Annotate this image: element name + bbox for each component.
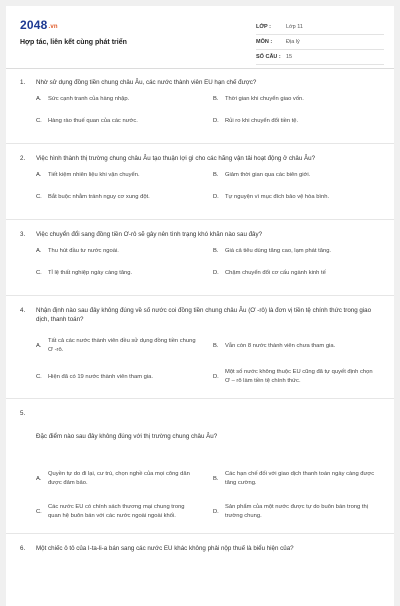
meta-row-count bbox=[256, 50, 384, 65]
document-title: Hợp tác, liên kết cùng phát triển bbox=[20, 39, 127, 46]
meta-key: SỐ CÂU : bbox=[256, 54, 281, 60]
logo-main: 2048 bbox=[20, 18, 48, 32]
option-a[interactable] bbox=[36, 332, 203, 360]
option-letter: C. bbox=[36, 194, 42, 200]
question-number: 6. bbox=[20, 545, 26, 552]
question-2 bbox=[6, 144, 394, 220]
option-text: Hàng rào thuế quan của các nước. bbox=[48, 118, 138, 124]
option-letter: A. bbox=[36, 342, 42, 349]
option-letter: A. bbox=[36, 475, 42, 482]
meta-table bbox=[256, 20, 384, 65]
worksheet-header bbox=[6, 6, 394, 69]
option-text: Vẫn còn 8 nước thành viên chưa tham gia. bbox=[225, 342, 336, 349]
option-b[interactable] bbox=[213, 95, 380, 117]
question-text: Đặc điểm nào sau đây không đúng với thị trường chung châu Âu? bbox=[36, 433, 218, 440]
option-text: Hiện đã có 19 nước thành viên tham gia. bbox=[48, 373, 154, 380]
options-grid bbox=[36, 332, 380, 394]
option-text: Tự nguyện vì mục đích bảo vệ hòa bình. bbox=[225, 194, 330, 200]
option-a[interactable] bbox=[36, 171, 203, 193]
option-c[interactable] bbox=[36, 269, 203, 291]
meta-key: LỚP : bbox=[256, 24, 271, 30]
question-text: Việc hình thành thị trường chung châu Âu tạo thuận lợi gì cho các hãng vận tải hoạt động ở châu Âu? bbox=[36, 155, 316, 162]
options-grid bbox=[36, 247, 380, 291]
question-number: 5. bbox=[20, 410, 26, 417]
question-4 bbox=[6, 296, 394, 399]
option-letter: C. bbox=[36, 373, 42, 380]
option-text: Bắt buộc nhằm tránh nguy cơ xung đột. bbox=[48, 194, 150, 200]
question-text: Nhờ sử dụng đồng tiền chung châu Âu, các nước thành viên EU hạn chế được? bbox=[36, 79, 257, 86]
option-b[interactable] bbox=[213, 463, 380, 495]
option-letter: D. bbox=[213, 118, 219, 124]
question-list bbox=[6, 68, 394, 557]
question-text: Việc chuyển đổi sang đồng tiền Ơ-rô sẽ gây nên tình trạng khó khăn nào sau đây? bbox=[36, 231, 263, 238]
option-text: Tỉ lệ thất nghiệp ngày càng tăng. bbox=[48, 270, 133, 276]
option-d[interactable] bbox=[213, 193, 380, 215]
meta-key: MÔN : bbox=[256, 39, 273, 45]
question-number: 3. bbox=[20, 231, 26, 238]
option-text: Các nước EU có chính sách thương mại chung trong quan hệ buôn bán với các nước ngoài ngoài khối. bbox=[48, 504, 185, 519]
option-letter: D. bbox=[213, 508, 219, 515]
option-text: Tất cả các nước thành viên đều sử dụng đồng tiền chung Ơ -rô. bbox=[48, 338, 196, 353]
meta-value: Lớp 11 bbox=[286, 24, 303, 30]
meta-value: Địa lý bbox=[286, 39, 300, 45]
meta-row-class bbox=[256, 20, 384, 35]
option-letter: C. bbox=[36, 270, 42, 276]
option-text: Giảm thời gian qua các biên giới. bbox=[225, 172, 311, 178]
option-text: Thu hút đầu tư nước ngoài. bbox=[48, 248, 119, 254]
option-letter: A. bbox=[36, 96, 42, 102]
option-c[interactable] bbox=[36, 117, 203, 139]
options-grid bbox=[36, 463, 380, 529]
option-c[interactable] bbox=[36, 360, 203, 394]
question-6 bbox=[6, 534, 394, 557]
question-text: Nhận định nào sau đây không đúng về số nước coi đồng tiền chung châu Âu (Ơ -rô) là đơn vị tiền tệ chính thức trong giao dịch, thanh toán? bbox=[36, 307, 372, 323]
options-grid bbox=[36, 171, 380, 215]
worksheet bbox=[6, 6, 394, 606]
option-letter: C. bbox=[36, 508, 42, 515]
option-letter: C. bbox=[36, 118, 42, 124]
option-a[interactable] bbox=[36, 463, 203, 495]
option-text: Thời gian khi chuyển giao vốn. bbox=[225, 96, 304, 102]
option-d[interactable] bbox=[213, 117, 380, 139]
option-text: Quyền tự do đi lại, cư trú, chọn nghề của mọi công dân được đảm bảo. bbox=[48, 471, 190, 486]
option-c[interactable] bbox=[36, 193, 203, 215]
option-letter: B. bbox=[213, 475, 219, 482]
option-d[interactable] bbox=[213, 495, 380, 529]
option-text: Tiết kiệm nhiên liệu khi vận chuyển. bbox=[48, 172, 140, 178]
option-letter: B. bbox=[213, 248, 219, 254]
question-text: Một chiếc ô tô của I-ta-li-a bán sang các nước EU khác không phải nộp thuế là biểu hiện của? bbox=[36, 545, 294, 552]
site-logo[interactable] bbox=[20, 18, 58, 32]
option-b[interactable] bbox=[213, 247, 380, 269]
option-text: Sản phẩm của một nước được tự do buôn bán trong thị trường chung. bbox=[225, 504, 368, 519]
option-text: Chậm chuyển đổi cơ cấu ngành kinh tế bbox=[225, 270, 326, 276]
option-text: Sức cạnh tranh của hàng nhập. bbox=[48, 96, 130, 102]
option-c[interactable] bbox=[36, 495, 203, 529]
option-letter: D. bbox=[213, 373, 219, 380]
question-3 bbox=[6, 220, 394, 296]
option-b[interactable] bbox=[213, 332, 380, 360]
question-5 bbox=[6, 399, 394, 534]
option-letter: B. bbox=[213, 342, 219, 349]
option-letter: B. bbox=[213, 96, 219, 102]
option-a[interactable] bbox=[36, 95, 203, 117]
option-text: Rủi ro khi chuyển đổi tiền tệ. bbox=[225, 118, 299, 124]
option-d[interactable] bbox=[213, 360, 380, 394]
option-letter: A. bbox=[36, 248, 42, 254]
question-1 bbox=[6, 68, 394, 144]
option-b[interactable] bbox=[213, 171, 380, 193]
option-text: Các hạn chế đối với giao dịch thanh toán ngày càng được tăng cường. bbox=[225, 471, 375, 486]
question-number: 2. bbox=[20, 155, 26, 162]
option-letter: B. bbox=[213, 172, 219, 178]
option-letter: D. bbox=[213, 194, 219, 200]
options-grid bbox=[36, 95, 380, 139]
option-letter: D. bbox=[213, 270, 219, 276]
meta-value: 15 bbox=[286, 54, 293, 60]
option-a[interactable] bbox=[36, 247, 203, 269]
meta-row-subject bbox=[256, 35, 384, 50]
option-d[interactable] bbox=[213, 269, 380, 291]
option-text: Một số nước không thuộc EU cũng đã tự quyết định chọn Ơ – rô làm tiền tệ chính thức. bbox=[225, 369, 373, 384]
option-letter: A. bbox=[36, 172, 42, 178]
option-text: Giá cả tiêu dùng tăng cao, lạm phát tăng. bbox=[225, 248, 332, 254]
logo-suffix: .vn bbox=[48, 24, 58, 30]
question-number: 4. bbox=[20, 307, 26, 314]
question-number: 1. bbox=[20, 79, 26, 86]
